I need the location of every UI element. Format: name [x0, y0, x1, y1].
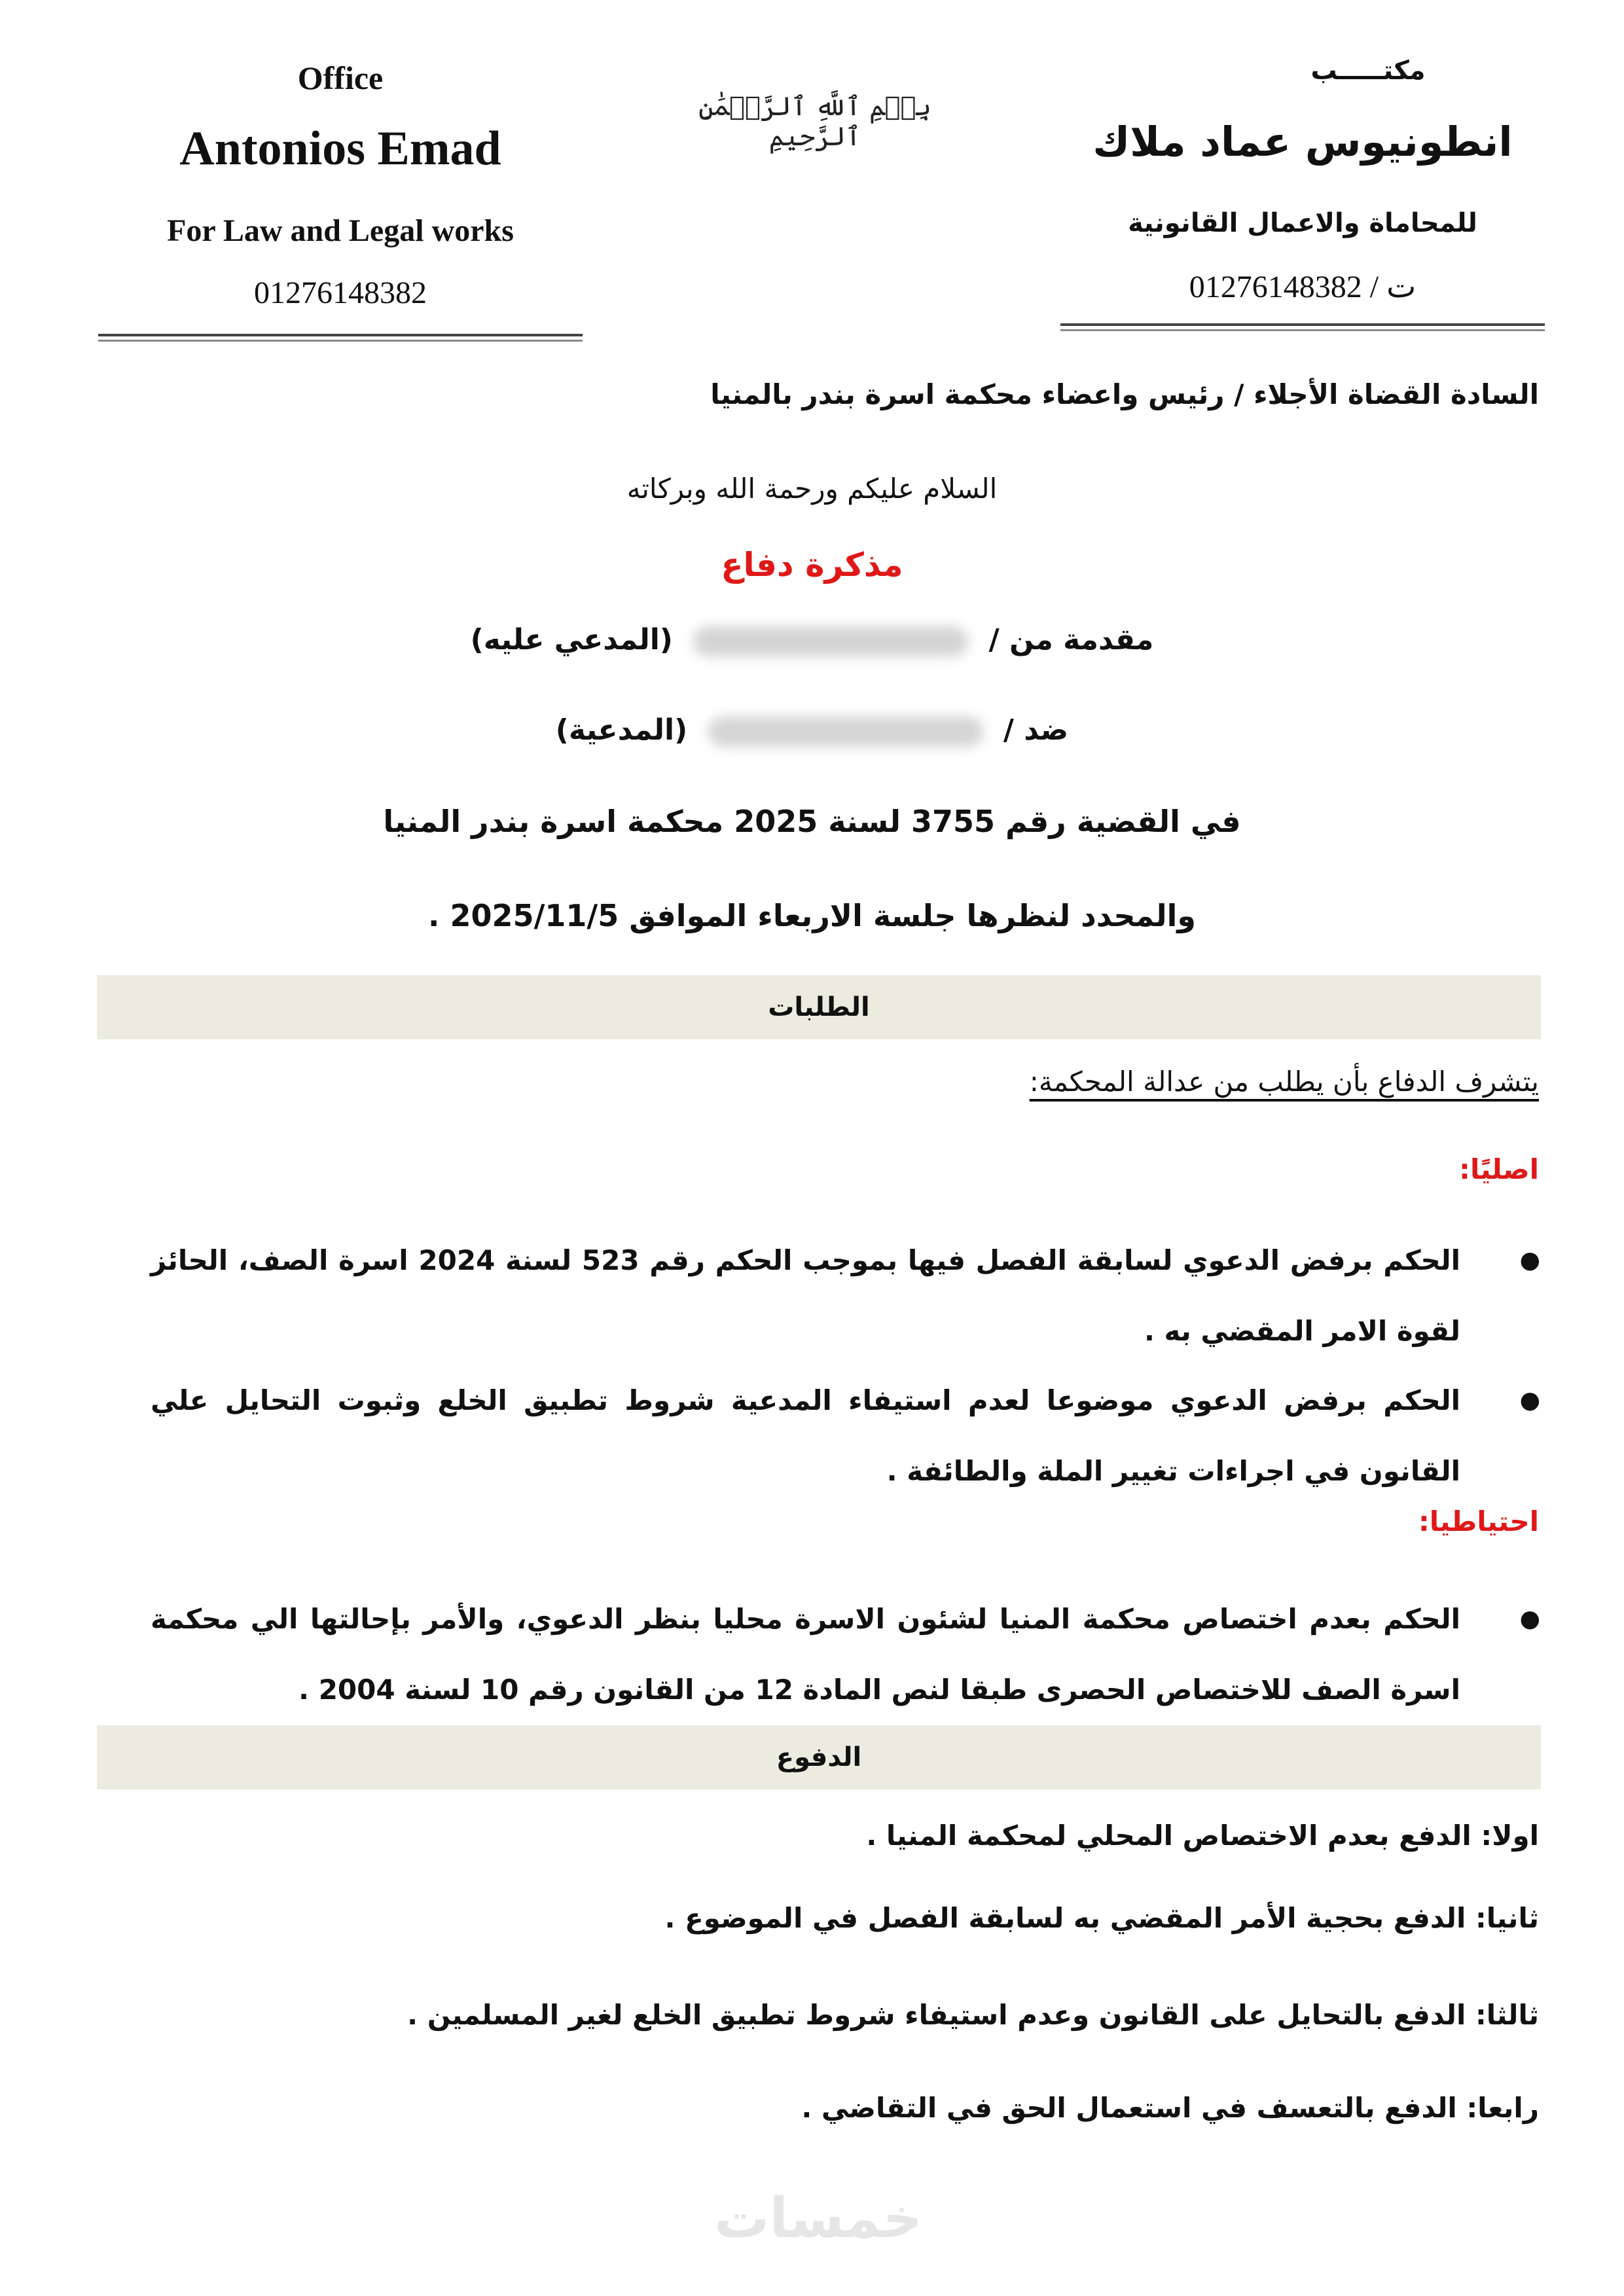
addressee: السادة القضاة الأجلاء / رئيس واعضاء محكمة اسرة بندر بالمنيا [710, 378, 1539, 410]
bullet-icon: ● [1519, 1605, 1540, 1632]
against-party-line [85, 713, 1539, 747]
defense-item-4: رابعا: الدفع بالتعسف في استعمال الحق في التقاضي . [801, 2092, 1539, 2124]
from-role: (المدعي عليه) [470, 623, 673, 656]
fallback-request-1: الحكم بعدم اختصاص محكمة المنيا لشئون الاسرة محليا بنظر الدعوي، والأمر بإحالتها الي محكمة اسرة الصف للاختصاص الحصرى طبقا لنص المادة 12 من القانون رقم 10 لسنة 2004 . [151, 1603, 1460, 1706]
primary-request-1: الحكم برفض الدعوي لسابقة الفصل فيها بموجب الحكم رقم 523 لسنة 2024 اسرة الصف، الحائز لقوة الامر المقضي به . [151, 1244, 1460, 1347]
against-role: (المدعية) [555, 713, 688, 747]
requests-heading: الطلبات [97, 975, 1541, 1039]
watermark: خمسات [713, 2186, 923, 2250]
defense-item-2: ثانيا: الدفع بحجية الأمر المقضي به لسابقة الفصل في الموضوع . [664, 1902, 1539, 1934]
case-number-line: في القضية رقم 3755 لسنة 2025 محكمة اسرة بندر المنيا [383, 804, 1241, 839]
primary-request-2: الحكم برفض الدعوي موضوعا لعدم استيفاء المدعية شروط تطبيق الخلع وثبوت التحايل علي القانون في اجراءات تغيير الملة والطائفة . [151, 1384, 1460, 1487]
office-tagline-ar: للمحاماة والاعمال القانونية [1128, 208, 1477, 238]
fallback-requests-label: احتياطيا: [1418, 1505, 1539, 1537]
from-prefix: مقدمة من / [988, 623, 1154, 656]
bullet-icon: ● [1519, 1247, 1540, 1274]
redacted-name-defendant [693, 626, 968, 656]
lawyer-name-en: Antonios Emad [179, 122, 501, 175]
defenses-heading: الدفوع [97, 1725, 1541, 1789]
list-item [151, 1365, 1539, 1507]
office-phone-ar: ت / 01276148382 [1189, 270, 1416, 304]
header-divider-left [98, 334, 583, 342]
lawyer-name-ar: انطونيوس عماد ملاك [1092, 118, 1513, 166]
defense-item-1: اولا: الدفع بعدم الاختصاص المحلي لمحكمة المنيا . [866, 1820, 1539, 1852]
office-label-ar: مكتـــــب [1310, 56, 1426, 86]
redacted-name-plaintiff [708, 717, 983, 747]
header-divider-right [1060, 323, 1545, 331]
against-prefix: ضد / [1003, 713, 1069, 747]
list-item [151, 1225, 1539, 1367]
office-label-en: Office [297, 60, 384, 96]
greeting: السلام عليكم ورحمة الله وبركاته [626, 473, 998, 505]
office-phone-en: 01276148382 [254, 276, 427, 310]
bullet-icon: ● [1519, 1387, 1540, 1414]
defense-item-3: ثالثا: الدفع بالتحايل على القانون وعدم استيفاء شروط تطبيق الخلع لغير المسلمين . [407, 1999, 1539, 2031]
basmala: بِسۡمِ ٱللَّهِ ٱلرَّحۡمَٰنِ ٱلرَّحِيمِ [698, 92, 931, 152]
document-title: مذكرة دفاع [721, 546, 903, 584]
session-date-line: والمحدد لنظرها جلسة الاربعاء الموافق 2025/11/5 . [428, 898, 1196, 933]
list-item [151, 1584, 1539, 1725]
office-tagline-en: For Law and Legal works [167, 213, 514, 248]
primary-requests-label: اصليًا: [1459, 1153, 1539, 1185]
from-party-line [85, 623, 1539, 656]
requests-intro: يتشرف الدفاع بأن يطلب من عدالة المحكمة: [1029, 1066, 1539, 1098]
